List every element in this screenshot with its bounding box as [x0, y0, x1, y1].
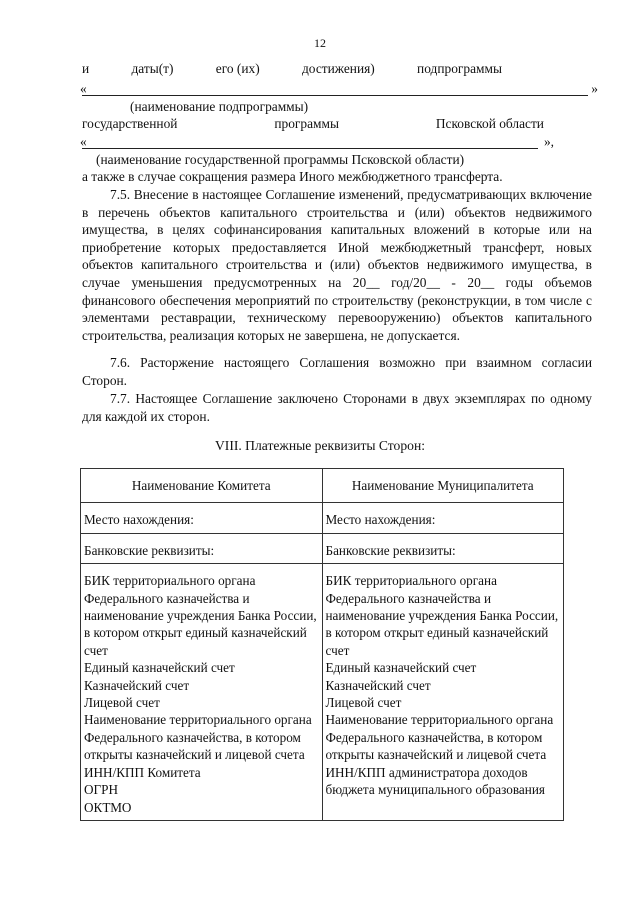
header-word: даты(т) — [131, 61, 174, 76]
paragraph-7-7-text: 7.7. Настоящее Соглашение заключено Сторонами в двух экземплярах по одному для каждой их сторон. — [82, 391, 592, 424]
subprogram-blank-line — [80, 80, 598, 96]
municipality-header: Наименование Муниципалитета — [322, 469, 564, 503]
page-number: 12 — [314, 36, 326, 50]
program-caption: (наименование государственной программы Псковской области) — [96, 152, 465, 167]
header-word: достижения) — [301, 61, 375, 76]
paragraph-7-7 — [82, 390, 592, 425]
header-word: программы — [274, 116, 339, 131]
subprogram-caption: (наименование подпрограммы) — [130, 99, 309, 114]
header-word: подпрограммы — [417, 61, 502, 76]
committee-header: Наименование Комитета — [81, 469, 323, 503]
paragraph-7-6-text: 7.6. Расторжение настоящего Соглашения возможно при взаимном согласии Сторон. — [82, 355, 592, 388]
municipality-location: Место нахождения: — [322, 503, 564, 533]
payment-details-table — [80, 468, 564, 821]
municipality-details-list: БИК территориального органа Федерального казначейства и наименование учреждения Банка России, в котором открыт единый казначейский счет Единый казначейский счет Казначейский счет Лицевой счет Наименование территориального органа Федерального казначейства, в котором открыты казначейский и лицевой счета ИНН/КПП администратора доходов бюджета муниципального образования — [322, 564, 564, 821]
section-title: VIII. Платежные реквизиты Сторон: — [214, 438, 426, 453]
header-line-3 — [82, 115, 592, 133]
quote-close: », — [543, 134, 554, 149]
committee-bank-details: Банковские реквизиты: — [81, 533, 323, 563]
committee-location: Место нахождения: — [81, 503, 323, 533]
paragraph-7-6 — [82, 354, 592, 389]
quote-open: « — [80, 81, 87, 96]
quote-open: « — [80, 134, 87, 149]
header-line-1 — [82, 60, 592, 78]
municipality-bank-details: Банковские реквизиты: — [322, 533, 564, 563]
table-row — [81, 469, 564, 503]
header-word: государственной — [82, 116, 178, 131]
header-word: Псковской области — [435, 116, 544, 131]
transfer-reduction-line: а также в случае сокращения размера Иного межбюджетного трансферта. — [82, 169, 503, 184]
program-blank-line — [80, 133, 554, 149]
paragraph-7-5-text: 7.5. Внесение в настоящее Соглашение изменений, предусматривающих включение в перечень объектов капитального строительства и (или) объектов недвижимого имущества, в целях софинансирования капитальных вложений в которые или на приобретение которых предоставляется Иной межбюджетный трансферт, новых объектов капитального строительства и (или) объектов недвижимого имущества, в случае уменьшения предусмотренных на 20__ год/20__ - 20__ годы объемов финансового обеспечения мероприятий по строительству (реконструкции, в том числе с элементами реставрации, техническому перевооружению) объектов капитального строительства, реализация которых не завершена, не допускается. — [82, 187, 592, 343]
paragraph-7-5 — [82, 186, 592, 344]
header-word: его (их) — [215, 61, 260, 76]
table-row — [81, 533, 564, 563]
header-word: и — [82, 61, 90, 76]
quote-close: » — [591, 81, 598, 96]
table-row — [81, 503, 564, 533]
table-row — [81, 564, 564, 821]
committee-details-list: БИК территориального органа Федерального казначейства и наименование учреждения Банка России, в котором открыт единый казначейский счет Единый казначейский счет Казначейский счет Лицевой счет Наименование территориального органа Федерального казначейства, в котором открыты казначейский и лицевой счета ИНН/КПП Комитета ОГРН ОКТМО — [81, 564, 323, 821]
